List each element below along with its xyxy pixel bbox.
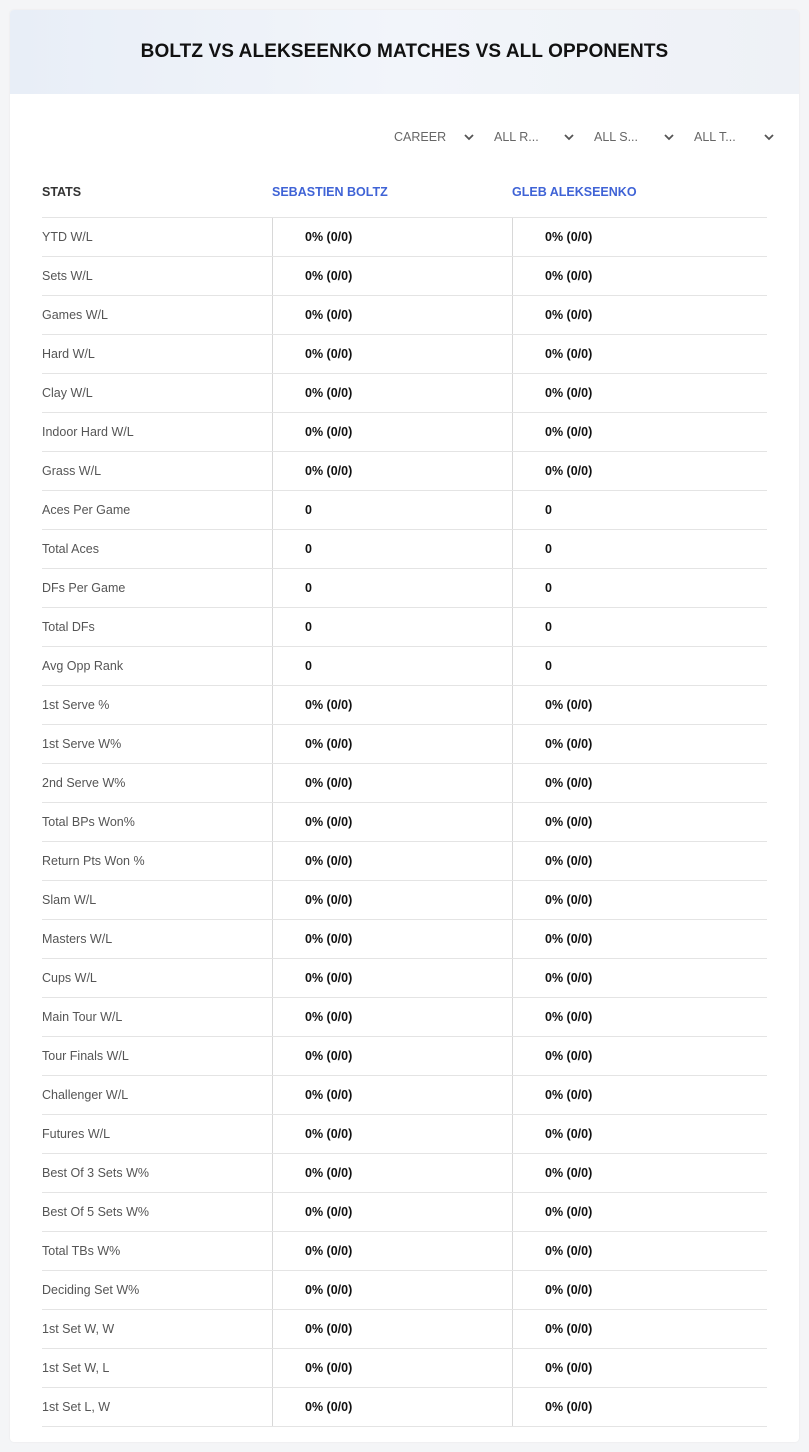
table-row [42,881,767,920]
player1-value: 0 [272,491,512,529]
stats-column-header: STATS [42,184,82,199]
player2-value: 0% (0/0) [512,1310,767,1348]
filter-tournament-select[interactable] [680,126,780,148]
player1-value: 0% (0/0) [272,1154,512,1192]
player1-value: 0% (0/0) [272,1076,512,1114]
stat-label: Clay W/L [42,386,93,400]
player2-value: 0% (0/0) [512,374,767,412]
player2-value: 0% (0/0) [512,335,767,373]
table-row [42,257,767,296]
stat-label: 1st Serve W% [42,737,122,751]
player2-value: 0% (0/0) [512,803,767,841]
stat-label: Sets W/L [42,269,93,283]
table-row [42,374,767,413]
table-row [42,725,767,764]
player2-value: 0% (0/0) [512,998,767,1036]
player2-value: 0 [512,569,767,607]
stat-label: Avg Opp Rank [42,659,124,673]
player2-value: 0% (0/0) [512,1232,767,1270]
player2-value: 0% (0/0) [512,1349,767,1387]
player1-value: 0% (0/0) [272,725,512,763]
player1-value: 0% (0/0) [272,881,512,919]
table-row [42,803,767,842]
table-row [42,569,767,608]
player1-value: 0% (0/0) [272,296,512,334]
stat-label: Cups W/L [42,971,97,985]
table-row [42,335,767,374]
player1-value: 0% (0/0) [272,1310,512,1348]
stat-label: 1st Set L, W [42,1400,111,1414]
table-row [42,647,767,686]
player2-value: 0% (0/0) [512,764,767,802]
player1-value: 0% (0/0) [272,764,512,802]
table-row [42,842,767,881]
table-row [42,296,767,335]
filter-label: ALL T... [694,130,736,144]
player1-value: 0 [272,647,512,685]
player1-value: 0% (0/0) [272,335,512,373]
stat-label: Total TBs W% [42,1244,121,1258]
filter-career-select[interactable] [380,126,480,148]
player1-value: 0% (0/0) [272,1349,512,1387]
table-row [42,608,767,647]
player2-value: 0% (0/0) [512,413,767,451]
stat-label: Best Of 3 Sets W% [42,1166,149,1180]
stat-label: Challenger W/L [42,1088,129,1102]
player1-value: 0% (0/0) [272,1037,512,1075]
player2-value: 0% (0/0) [512,1037,767,1075]
table-row [42,1310,767,1349]
player2-value: 0% (0/0) [512,920,767,958]
player1-value: 0% (0/0) [272,803,512,841]
stat-label: Total DFs [42,620,95,634]
player2-value: 0% (0/0) [512,1076,767,1114]
chevron-down-icon [462,130,476,144]
chevron-down-icon [762,130,776,144]
stat-label: YTD W/L [42,230,93,244]
table-row [42,959,767,998]
player1-value: 0% (0/0) [272,257,512,295]
filter-surface-select[interactable] [580,126,680,148]
table-row [42,413,767,452]
player2-value: 0% (0/0) [512,1115,767,1153]
player2-value: 0% (0/0) [512,452,767,490]
player1-value: 0% (0/0) [272,1388,512,1426]
stat-label: Slam W/L [42,893,97,907]
stat-label: Best Of 5 Sets W% [42,1205,149,1219]
player2-value: 0% (0/0) [512,257,767,295]
stat-label: Indoor Hard W/L [42,425,134,439]
player2-value: 0% (0/0) [512,686,767,724]
player1-value: 0 [272,569,512,607]
player2-value: 0 [512,608,767,646]
filter-label: ALL R... [494,130,539,144]
card-header [10,10,799,94]
stats-table [42,166,767,1427]
table-row [42,998,767,1037]
table-row [42,491,767,530]
table-row [42,686,767,725]
chevron-down-icon [562,130,576,144]
player1-value: 0 [272,608,512,646]
player2-value: 0% (0/0) [512,1193,767,1231]
player1-value: 0% (0/0) [272,452,512,490]
filter-round-select[interactable] [480,126,580,148]
table-row [42,764,767,803]
table-row [42,1232,767,1271]
stats-card [10,10,799,1442]
stat-label: 1st Serve % [42,698,110,712]
table-row [42,1271,767,1310]
player2-value: 0% (0/0) [512,959,767,997]
player2-value: 0% (0/0) [512,1271,767,1309]
stat-label: 2nd Serve W% [42,776,126,790]
player1-value: 0% (0/0) [272,998,512,1036]
player1-value: 0% (0/0) [272,1115,512,1153]
filter-label: ALL S... [594,130,639,144]
stat-label: Aces Per Game [42,503,131,517]
table-row [42,1154,767,1193]
table-row [42,452,767,491]
player2-value: 0 [512,647,767,685]
player2-value: 0% (0/0) [512,1154,767,1192]
player2-value: 0% (0/0) [512,842,767,880]
table-row [42,1388,767,1427]
player2-value: 0% (0/0) [512,296,767,334]
player2-value: 0% (0/0) [512,1388,767,1426]
player2-value: 0 [512,530,767,568]
table-row [42,218,767,257]
player1-value: 0% (0/0) [272,686,512,724]
stat-label: Total BPs Won% [42,815,135,829]
filter-label: CAREER [394,130,447,144]
chevron-down-icon [662,130,676,144]
stat-label: 1st Set W, L [42,1361,110,1375]
stat-label: Tour Finals W/L [42,1049,129,1063]
player1-value: 0% (0/0) [272,959,512,997]
table-row [42,1076,767,1115]
player2-value: 0% (0/0) [512,218,767,256]
stat-label: Return Pts Won % [42,854,145,868]
player1-value: 0% (0/0) [272,218,512,256]
stat-label: DFs Per Game [42,581,126,595]
stat-label: Hard W/L [42,347,95,361]
player1-value: 0% (0/0) [272,413,512,451]
player2-value: 0% (0/0) [512,881,767,919]
player1-value: 0% (0/0) [272,920,512,958]
table-row [42,920,767,959]
stat-label: Masters W/L [42,932,113,946]
player2-value: 0 [512,491,767,529]
stat-label: Main Tour W/L [42,1010,123,1024]
table-row [42,1193,767,1232]
player2-value: 0% (0/0) [512,725,767,763]
player1-value: 0 [272,530,512,568]
table-header [42,166,767,218]
stat-label: Total Aces [42,542,99,556]
table-body [42,218,767,1427]
stat-label: Games W/L [42,308,108,322]
player1-value: 0% (0/0) [272,842,512,880]
stat-label: Futures W/L [42,1127,111,1141]
player1-value: 0% (0/0) [272,1271,512,1309]
player1-value: 0% (0/0) [272,1232,512,1270]
table-row [42,1349,767,1388]
filter-bar [380,126,780,148]
table-row [42,1115,767,1154]
table-row [42,530,767,569]
stat-label: Grass W/L [42,464,102,478]
player1-link[interactable]: SEBASTIEN BOLTZ [272,184,388,199]
page-title: BOLTZ VS ALEKSEENKO MATCHES VS ALL OPPONENTS [140,41,669,62]
stat-label: Deciding Set W% [42,1283,140,1297]
player1-value: 0% (0/0) [272,1193,512,1231]
player2-link[interactable]: GLEB ALEKSEENKO [512,184,637,199]
table-row [42,1037,767,1076]
stat-label: 1st Set W, W [42,1322,115,1336]
player1-value: 0% (0/0) [272,374,512,412]
